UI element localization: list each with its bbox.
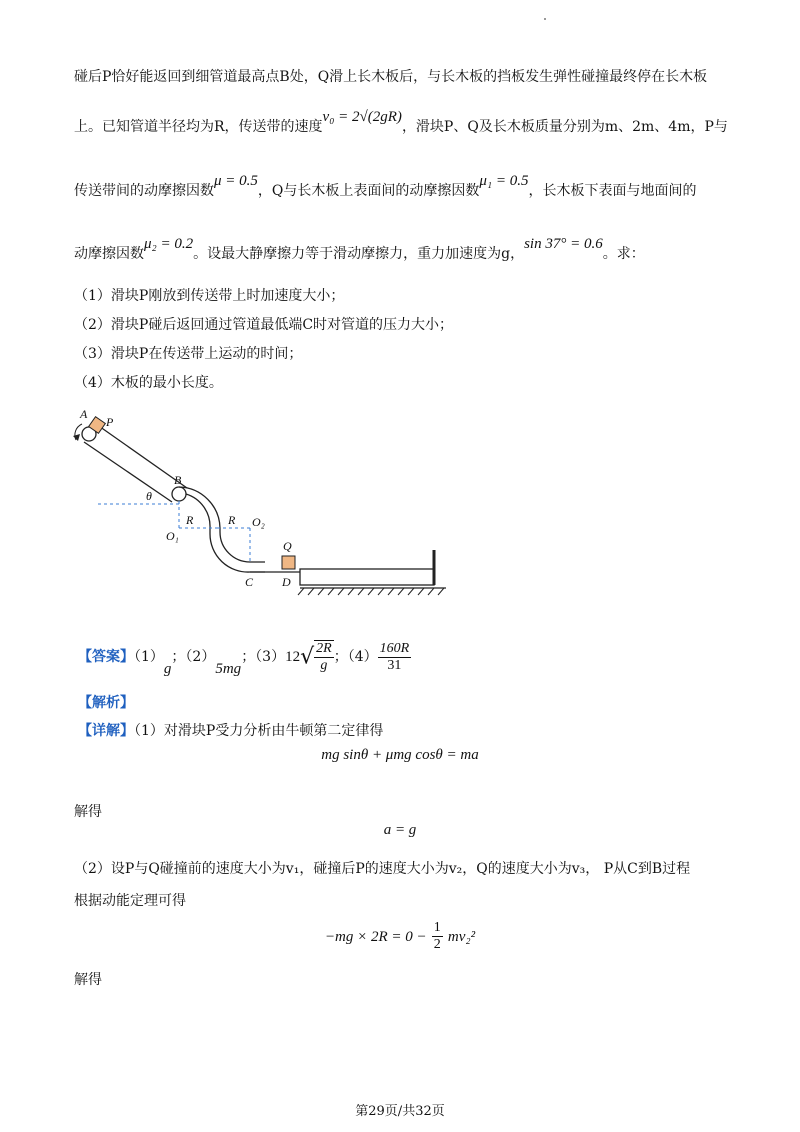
text: ，长木板下表面与地面间的 — [528, 183, 697, 199]
label-theta: θ — [146, 489, 152, 503]
answer-3-coef: 12 — [285, 649, 301, 665]
answer-3-label: ；（3） — [241, 649, 286, 665]
answer-4-num: 160R — [379, 640, 410, 656]
equation-1: mg sinθ + μmg cosθ = ma — [321, 747, 479, 763]
label-a: A — [80, 407, 88, 421]
detail-line-1 — [78, 720, 383, 740]
sqrt-sign: √ — [300, 644, 315, 670]
question-2: （2）滑块P碰后返回通过管道最低端C时对管道的压力大小； — [74, 317, 454, 333]
paragraph-line-1: 碰后P恰好能返回到细管道最高点B处，Q滑上长木板后，与长木板的挡板发生弹性碰撞最终停在长木板 — [74, 69, 708, 85]
equation-3-num: 1 — [433, 920, 441, 935]
answer-1: g — [163, 661, 172, 677]
detail-p1: （1）对滑块P受力分析由牛顿第二定律得 — [134, 723, 384, 739]
answer-4-den: 31 — [387, 657, 402, 673]
equation-3-left: −mg × 2R = 0 − — [324, 929, 427, 945]
tube-edge-lower — [84, 442, 172, 502]
label-r1: R — [186, 513, 194, 527]
equation-3 — [0, 920, 800, 953]
mu1-formula: μ₁ = 0.5 — [479, 173, 529, 189]
page-footer: 第29页/共32页 — [355, 1104, 445, 1119]
belt-speed-formula: v₀ = 2√(2gR) — [322, 109, 402, 125]
sin-formula: sin 37° = 0.6 — [524, 236, 603, 252]
long-board — [300, 569, 434, 585]
answer-tag: 【答案】 — [78, 649, 134, 665]
answer-3-frac — [314, 640, 334, 674]
label-c: C — [245, 575, 254, 589]
s-tube-inner — [186, 494, 265, 572]
question-3: （3）滑块P在传送带上运动的时间； — [74, 346, 303, 362]
text: 。设最大静摩擦力等于滑动摩擦力，重力加速度为g， — [193, 246, 525, 262]
question-1: （1）滑块P刚放到传送带上时加速度大小； — [74, 288, 345, 304]
detail-p2: （2）设P与Q碰撞前的速度大小为v₁，碰撞后P的速度大小为v₂，Q的速度大小为v₃， P从C到B过程 — [74, 861, 691, 877]
equation-2: a = g — [383, 822, 417, 838]
rotation-arrowhead — [73, 434, 80, 441]
answer-4-label: ；（4） — [333, 649, 378, 665]
label-p: P — [106, 415, 114, 429]
label-o2: O₂ — [252, 515, 265, 529]
equation-3-frac — [432, 920, 443, 953]
detail-p2b: 根据动能定理可得 — [74, 893, 186, 909]
solve-1: 解得 — [74, 804, 102, 820]
label-b: B — [174, 473, 182, 487]
answer-1-label: （1） — [134, 649, 164, 665]
text: ，滑块P、Q及长木板质量分别为m、2m、4m，P与 — [401, 119, 728, 135]
label-d: D — [282, 575, 291, 589]
pulley-b — [172, 487, 186, 501]
analysis-tag: 【解析】 — [78, 695, 134, 711]
mu-formula: μ = 0.5 — [214, 173, 258, 189]
answer-line — [78, 640, 411, 677]
mu2-formula: μ₂ = 0.2 — [144, 236, 194, 252]
text: 。求： — [602, 246, 645, 262]
block-q — [282, 556, 295, 569]
label-q: Q — [283, 539, 292, 553]
text: 传送带间的动摩擦因数 — [74, 183, 214, 199]
question-4: （4）木板的最小长度。 — [74, 375, 223, 391]
answer-2: 5mg — [215, 661, 242, 677]
text: ，Q与长木板上表面间的动摩擦因数 — [257, 183, 480, 199]
solve-2: 解得 — [74, 972, 102, 988]
answer-3-den: g — [320, 658, 328, 673]
text: 动摩擦因数 — [74, 246, 144, 262]
equation-3-den: 2 — [433, 937, 441, 952]
answer-3-num: 2R — [316, 641, 332, 656]
text: 上。已知管道半径均为R，传送带的速度 — [74, 119, 323, 135]
label-r2: R — [228, 513, 236, 527]
equation-3-right: mv₂² — [447, 929, 476, 945]
answer-2-label: ；（2） — [171, 649, 216, 665]
label-o1: O₁ — [166, 529, 179, 543]
ground-hatching — [298, 588, 444, 595]
answer-4-frac — [378, 641, 412, 674]
detail-tag: 【详解】 — [78, 723, 134, 739]
